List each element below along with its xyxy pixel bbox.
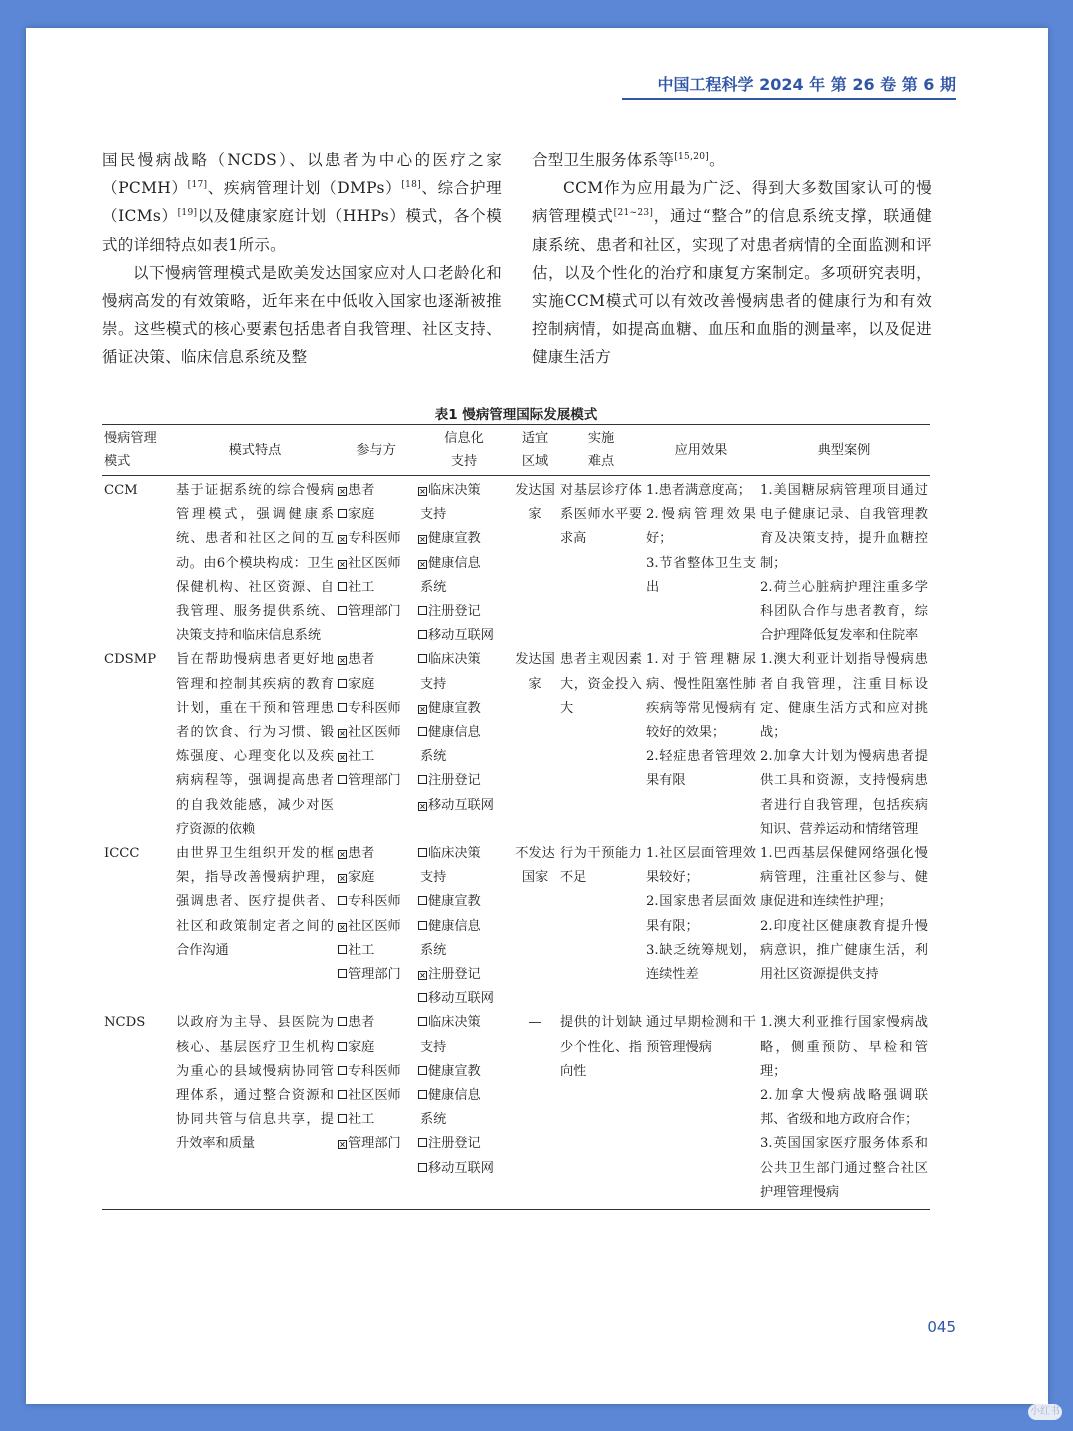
empty-box-icon [338,945,347,954]
checkbox-option [418,794,510,818]
checkbox-option [338,527,414,551]
checkbox-option [338,915,414,939]
empty-box-icon [418,848,427,857]
cell-region: — [512,1011,558,1209]
checkbox-option [338,769,414,793]
cell-mode: CDSMP [104,652,157,668]
checkbox-option [418,576,510,600]
header-difficulty: 实施 难点 [558,425,644,476]
option-label: 临床决策 [428,846,481,862]
option-label: 注册登记 [428,967,481,983]
option-label: 健康宣教 [428,894,481,910]
cell-mode: NCDS [102,1011,174,1209]
right-paragraph-1: 合型卫生服务体系等[15,20]。 [532,151,725,169]
table-row [102,648,930,842]
header-effect: 应用效果 [644,425,758,476]
checked-box-icon: × [419,558,426,569]
cell-participants [336,648,416,842]
empty-box-icon [338,1090,347,1099]
option-label: 临床决策 [428,1015,481,1031]
header-mode: 慢病管理 模式 [102,425,174,476]
cell-difficulty: 提供的计划缺少个性化、指向性 [558,1011,644,1209]
option-label: 移动互联网 [428,797,494,813]
empty-box-icon [418,630,427,639]
option-label: 家庭 [348,676,375,692]
empty-box-icon [338,509,347,518]
cell-mode: CCM [104,483,138,498]
option-label: 支持 [420,1039,447,1055]
option-label: 系统 [420,942,447,958]
case-item: 1.美国糖尿病管理项目通过电子健康记录、自我管理教育及决策支持，提升血糖控制； [760,483,928,571]
empty-box-icon [418,1017,427,1026]
option-label: 系统 [420,749,447,765]
option-label: 社工 [348,942,375,958]
checkbox-option [418,527,510,551]
cell-region: 发达国家 [515,652,555,692]
checkbox-option [418,866,510,890]
table-row [102,1011,930,1209]
citation: [17] [187,180,208,191]
cell-mode: ICCC [104,846,140,862]
cell-info-support [416,1011,512,1209]
cell-features: 基于证据系统的综合慢病管理模式，强调健康系统、患者和社区之间的互动。由6个模块构成：卫生保健机构、社区资源、自我管理、服务提供系统、决策支持和临床信息系统 [176,483,334,644]
checkbox-option [418,697,510,721]
page-number: 045 [927,1318,956,1336]
checkbox-option [418,1108,510,1132]
cell-difficulty: 对基层诊疗体系医师水平要求高 [560,483,642,547]
empty-box-icon [418,775,427,784]
table-caption: 表1 慢病管理国际发展模式 [434,407,598,423]
cell-effect [644,476,758,649]
checkbox-option [418,939,510,963]
option-label: 系统 [420,1112,447,1128]
citation: [19] [177,208,198,219]
checkbox-option [418,1132,510,1156]
checkbox-option [418,963,510,987]
checkbox-option [338,1108,414,1132]
cell-participants [336,1011,416,1209]
model-table [102,424,930,1210]
cell-features: 由世界卫生组织开发的框架，指导改善慢病护理，强调患者、医疗提供者、社区和政策制定者之间的合作沟通 [176,846,334,958]
option-label: 健康信息 [428,918,481,934]
empty-box-icon [418,606,427,615]
empty-box-icon [418,993,427,1002]
checkbox-option [338,745,414,769]
checkbox-option [418,915,510,939]
header-info: 信息化 支持 [416,425,512,476]
option-label: 社区医师 [348,918,401,934]
option-label: 家庭 [348,870,375,886]
cell-effect [644,648,758,842]
effect-item: 3.缺乏统筹规划，连续性差 [646,942,756,983]
checked-box-icon: × [339,655,346,666]
case-item: 2.加拿大计划为慢病患者提供工具和资源，支持慢病患者进行自我管理，包括疾病知识、营养运动和情绪管理 [760,749,928,837]
citation: [18] [401,180,422,191]
checkbox-option [418,1084,510,1108]
case-item: 2.印度社区健康教育提升慢病意识，推广健康生活，利用社区资源提供支持 [760,918,928,983]
empty-box-icon [418,921,427,930]
checkbox-option [418,648,510,672]
cell-participants [336,476,416,649]
checked-box-icon: × [339,728,346,739]
option-label: 患者 [348,1015,375,1031]
checkbox-option [338,697,414,721]
option-label: 健康信息 [428,725,481,741]
option-label: 注册登记 [428,1136,481,1152]
empty-box-icon [418,1138,427,1147]
cell-info-support [416,842,512,1011]
effect-item: 3.节省整体卫生支出 [646,555,756,595]
header-participants: 参与方 [336,425,416,476]
cell-cases [758,1011,930,1209]
option-label: 移动互联网 [428,991,494,1007]
checked-box-icon: × [419,970,426,981]
checked-box-icon: × [419,486,426,496]
cell-region: 发达国家 [515,483,555,523]
case-item: 1.澳大利亚推行国家慢病战略，侧重预防、早检和管理； [760,1015,928,1079]
option-label: 家庭 [348,1039,375,1055]
option-label: 社工 [348,579,375,595]
empty-box-icon [338,679,347,688]
cell-effect [644,842,758,1011]
cell-cases [758,648,930,842]
checkbox-option [418,842,510,866]
table-header-row [102,425,930,476]
checked-box-icon: × [339,558,346,569]
checkbox-option [418,1157,510,1181]
option-label: 支持 [420,676,447,692]
option-label: 患者 [348,483,375,498]
checkbox-option [418,600,510,624]
option-label: 临床决策 [428,652,481,668]
checked-box-icon: × [339,1139,346,1150]
effect-item: 2.国家患者层面效果有限； [646,894,756,934]
empty-box-icon [338,703,347,712]
header-features: 模式特点 [174,425,336,476]
checkbox-option [338,673,414,697]
effect-item: 1.患者满意度高； [646,483,751,498]
checkbox-option [338,866,414,890]
right-paragraph-2: CCM作为应用最为广泛、得到大多数国家认可的慢病管理模式[21~23]，通过“整合”的信息系统支撑，联通健康系统、患者和社区，实现了对患者病情的全面监测和评估，以及个性化的治疗和康复方案制定。多项研究表明，实施CCM模式可以有效改善慢病患者的健康行为和有效控制病情，如提高血糖、血压和血脂的测量率，以及促进健康生活方 [532,179,932,367]
cell-info-support [416,648,512,842]
empty-box-icon [418,896,427,905]
option-label: 家庭 [348,507,375,523]
checkbox-option [418,721,510,745]
option-label: 专科医师 [348,700,401,716]
option-label: 系统 [420,579,447,595]
checked-box-icon: × [339,752,346,763]
checked-box-icon: × [339,849,346,860]
effect-item: 1.对于管理糖尿病、慢性阻塞性肺疾病等常见慢病有较好的效果； [646,652,756,741]
option-label: 临床决策 [428,483,481,498]
checked-box-icon: × [419,800,426,811]
cell-features: 以政府为主导、县医院为核心、基层医疗卫生机构为重心的县域慢病协同管理体系，通过整合资源和协同共管与信息共享，提升效率和质量 [174,1011,336,1209]
case-item: 2.加拿大慢病战略强调联邦、省级和地方政府合作； [760,1088,928,1128]
cell-participants [336,842,416,1011]
checkbox-option [418,503,510,527]
watermark-badge: 小红书 [1028,1404,1062,1420]
cell-difficulty: 行为干预能力不足 [560,846,642,886]
checkbox-option [338,576,414,600]
empty-box-icon [418,654,427,663]
option-label: 健康宣教 [428,531,481,547]
checkbox-option [418,1060,510,1084]
checked-box-icon: × [419,703,426,714]
checkbox-option [338,1132,414,1156]
empty-box-icon [338,1042,347,1051]
empty-box-icon [418,727,427,736]
option-label: 专科医师 [348,531,401,547]
option-label: 支持 [420,507,447,523]
left-paragraph-2: 以下慢病管理模式是欧美发达国家应对人口老龄化和慢病高发的有效策略，近年来在中低收入国家也逐渐被推崇。这些模式的核心要素包括患者自我管理、社区支持、循证决策、临床信息系统及整 [102,263,502,367]
option-label: 患者 [348,652,375,668]
empty-box-icon [338,582,347,591]
checkbox-option [418,552,510,576]
table-row [102,842,930,1011]
option-label: 健康宣教 [428,1063,481,1079]
case-item: 1.巴西基层保健网络强化慢病管理，注重社区参与、健康促进和连续性护理； [760,846,928,910]
checkbox-option [418,987,510,1011]
checkbox-option [418,1036,510,1060]
checked-box-icon: × [339,534,346,545]
checkbox-option [338,1084,414,1108]
effect-item: 1.社区层面管理效果较好； [646,846,756,886]
checkbox-option [418,769,510,793]
effect-item: 2.慢病管理效果好； [646,507,756,547]
checked-box-icon: × [339,486,346,496]
option-label: 健康宣教 [428,700,481,716]
checkbox-option [418,890,510,914]
option-label: 移动互联网 [428,1160,494,1176]
checkbox-option [338,1011,414,1035]
empty-box-icon [338,1114,347,1123]
checkbox-option [338,479,414,503]
citation: [21~23] [613,208,654,219]
checkbox-option [338,503,414,527]
checked-box-icon: × [339,873,346,884]
checkbox-option [338,1036,414,1060]
option-label: 移动互联网 [428,628,494,644]
header-region: 适宜 区域 [512,425,558,476]
option-label: 社工 [348,1112,375,1128]
empty-box-icon [338,896,347,905]
case-item: 3.英国国家医疗服务体系和公共卫生部门通过整合社区护理管理慢病 [760,1136,928,1200]
option-label: 健康信息 [428,1088,481,1104]
checkbox-option [338,721,414,745]
checkbox-option [338,842,414,866]
checkbox-option [338,890,414,914]
cell-cases [758,842,930,1011]
empty-box-icon [338,1017,347,1026]
right-column [532,146,932,372]
empty-box-icon [338,775,347,784]
cell-cases [758,476,930,649]
empty-box-icon [338,969,347,978]
left-paragraph-1: 国民慢病战略（NCDS）、以患者为中心的医疗之家（PCMH）[17]、疾病管理计划（DMPs）[18]、综合护理（ICMs）[19]以及健康家庭计划（HHPs）模式，各个模式的详细特点如表1所示。 [102,151,502,254]
left-column [102,146,502,372]
option-label: 管理部门 [348,967,401,983]
empty-box-icon [418,1066,427,1075]
empty-box-icon [418,1163,427,1172]
option-label: 管理部门 [348,604,401,620]
option-label: 社工 [348,749,375,765]
table-row [102,476,930,649]
empty-box-icon [338,1066,347,1075]
option-label: 社区医师 [348,555,401,571]
cell-region: 不发达国家 [515,846,555,886]
option-label: 注册登记 [428,773,481,789]
checkbox-option [338,648,414,672]
journal-header: 中国工程科学 2024 年 第 26 卷 第 6 期 [657,75,956,94]
checkbox-option [338,552,414,576]
checkbox-option [338,939,414,963]
header-cases: 典型案例 [758,425,930,476]
checkbox-option [418,673,510,697]
header-rule [622,98,956,100]
option-label: 管理部门 [348,1136,401,1152]
cell-info-support [416,476,512,649]
option-label: 社区医师 [348,1088,401,1104]
option-label: 注册登记 [428,604,481,620]
cell-difficulty: 患者主观因素大，资金投入大 [560,652,642,716]
option-label: 管理部门 [348,773,401,789]
checkbox-option [418,479,510,503]
citation: [15,20] [674,151,710,162]
option-label: 专科医师 [348,894,401,910]
empty-box-icon [418,1090,427,1099]
checked-box-icon: × [419,534,426,545]
option-label: 患者 [348,846,375,862]
checkbox-option [418,1011,510,1035]
cell-features: 旨在帮助慢病患者更好地管理和控制其疾病的教育计划，重在干预和管理患者的饮食、行为习惯、锻炼强度、心理变化以及疾病病程等，强调提高患者的自我效能感，减少对医疗资源的依赖 [176,652,334,837]
empty-box-icon [338,606,347,615]
case-item: 2.荷兰心脏病护理注重多学科团队合作与患者教育，综合护理降低复发率和住院率 [760,579,928,644]
checkbox-option [418,745,510,769]
option-label: 健康信息 [428,555,481,571]
cell-effect [644,1011,758,1209]
checkbox-option [338,963,414,987]
option-label: 社区医师 [348,725,401,741]
checkbox-option [338,1060,414,1084]
effect-item: 通过早期检测和干预管理慢病 [646,1015,756,1055]
checkbox-option [338,600,414,624]
option-label: 支持 [420,870,447,886]
option-label: 专科医师 [348,1063,401,1079]
effect-item: 2.轻症患者管理效果有限 [646,749,756,789]
case-item: 1.澳大利亚计划指导慢病患者自我管理，注重目标设定、健康生活方式和应对挑战； [760,652,928,741]
checkbox-option [418,624,510,648]
checked-box-icon: × [339,921,346,932]
